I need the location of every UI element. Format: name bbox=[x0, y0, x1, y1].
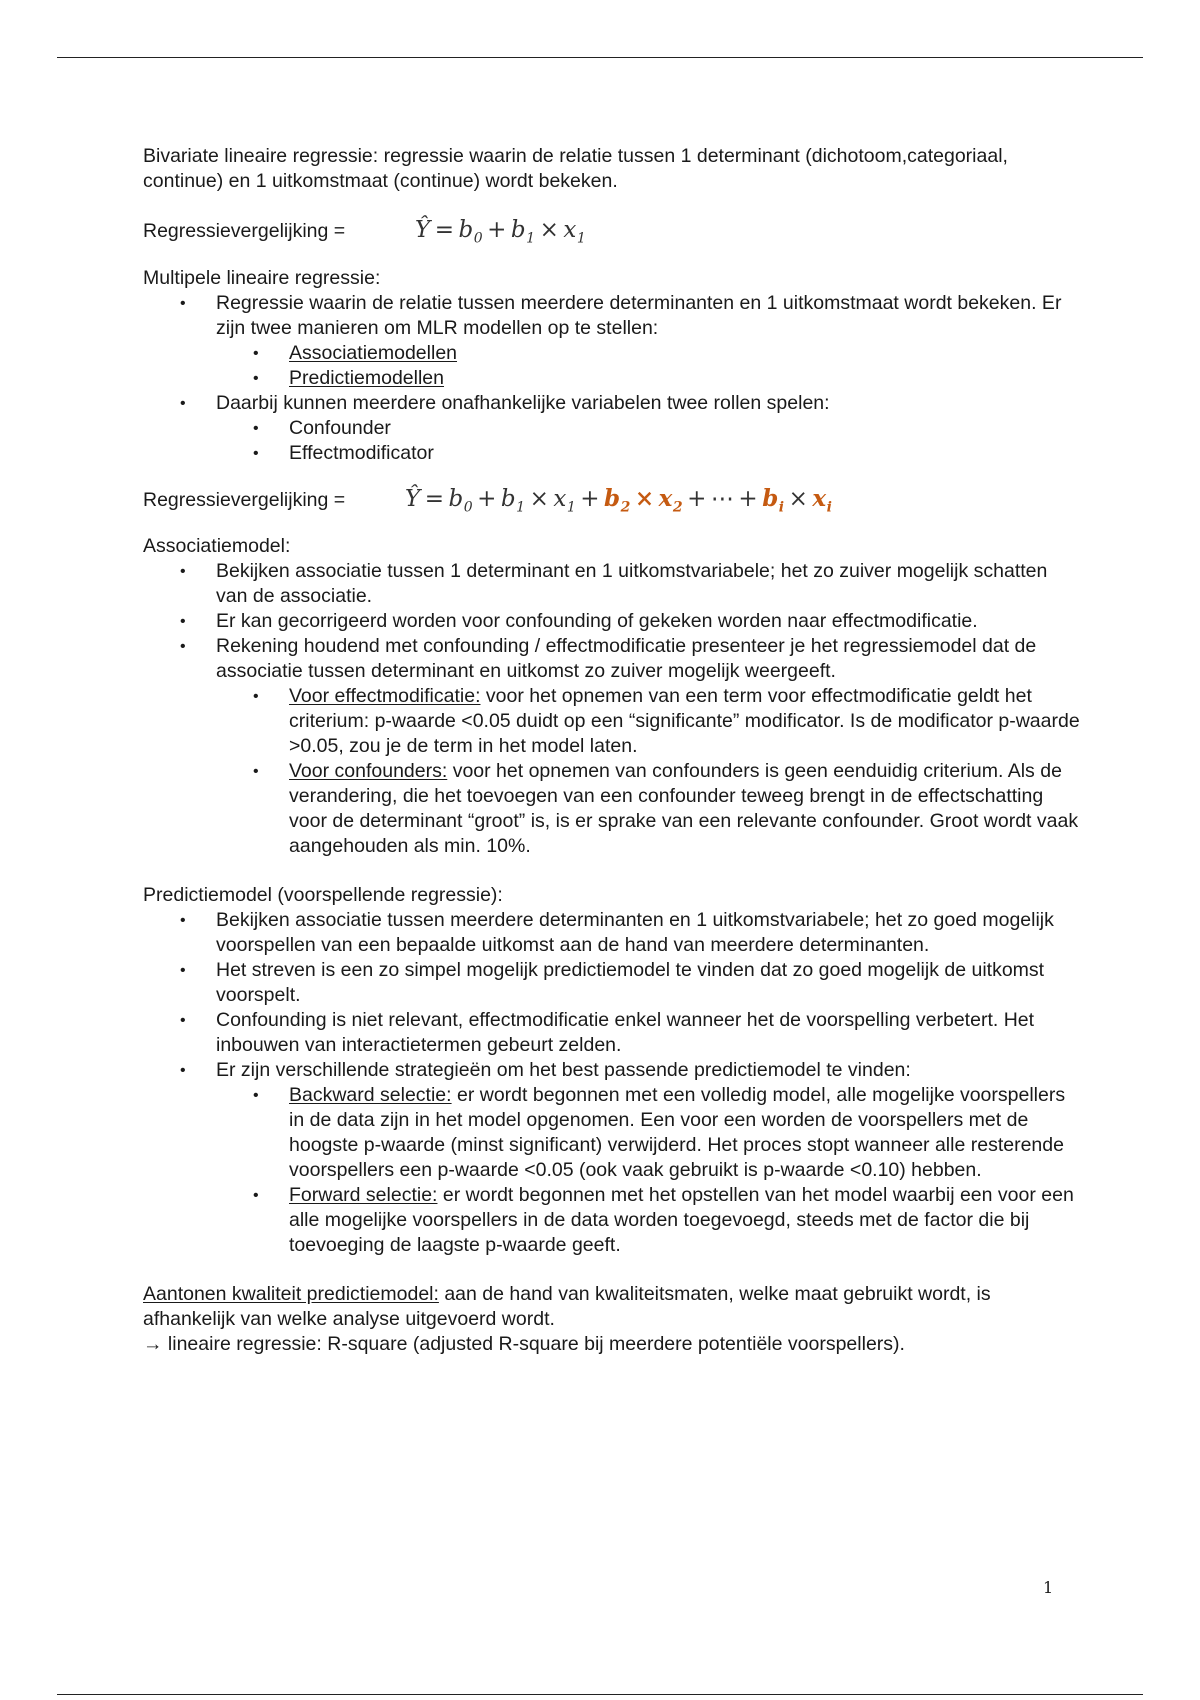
list-item: • Bekijken associatie tussen 1 determinant en 1 uitkomstvariabele; het zo zuiver mogelijk schatten van de associatie. bbox=[143, 559, 1083, 609]
list-item: • Daarbij kunnen meerdere onafhankelijke variabelen twee rollen spelen: • Confounder • Effectmodificator bbox=[143, 391, 1083, 466]
list-item: • Voor effectmodificatie: voor het opnemen van een term voor effectmodificatie geldt het criterium: p-waarde <0.05 duidt op een “significante” modificator. Is de modificator p-waarde >0.05, zou je de term in het model laten. bbox=[216, 684, 1083, 759]
regression-equation-1 bbox=[143, 218, 1083, 252]
list-item: • Predictiemodellen bbox=[216, 366, 1083, 391]
equation-label: Regressievergelijking = bbox=[143, 220, 346, 242]
list-item: • Het streven is een zo simpel mogelijk predictiemodel te vinden dat zo goed mogelijk de uitkomst voorspelt. bbox=[143, 958, 1083, 1008]
prediction-heading: Predictiemodel (voorspellende regressie): bbox=[143, 884, 503, 907]
list-item: • Regressie waarin de relatie tussen meerdere determinanten en 1 uitkomstmaat wordt bekeken. Er zijn twee manieren om MLR modellen op te stellen: • Associatiemodellen • Predictiemodellen bbox=[143, 291, 1083, 391]
bivariate-paragraph: Bivariate lineaire regressie: regressie waarin de relatie tussen 1 determinant (dichotoom,categoriaal, continue) en 1 uitkomstmaat (continue) wordt bekeken. bbox=[143, 145, 1008, 192]
list-item: • Effectmodificator bbox=[216, 441, 1083, 466]
document-body bbox=[143, 144, 1083, 1357]
list-item: • Er kan gecorrigeerd worden voor confounding of gekeken worden naar effectmodificatie. bbox=[143, 609, 1083, 634]
list-item: • Rekening houdend met confounding / effectmodificatie presenteer je het regressiemodel dat de associatie tussen determinant en uitkomst zo zuiver mogelijk weergeeft. • Voor effectmodificatie: voor het opnemen van een term voor effectmodificatie geldt het criterium: p-waarde <0.05 duidt op een “significante” modificator. Is de modificator p-waarde >0.05, zou je de term in het model laten. • Voor confounders: voor het opnemen van confounders is geen eenduidig criterium. Als de verandering, die het toevoegen van een confounder teweeg brengt in de effectschatting voor de determinant “groot” is, is er sprake van een relevante confounder. Groot wordt vaak aangehouden als min. 10%. bbox=[143, 634, 1083, 859]
equation-formula: Ŷ = $b_0 + b_1 \times x_1$ bbox=[415, 217, 587, 247]
mlr-sublist-models bbox=[216, 341, 1083, 391]
regression-equation-2 bbox=[143, 486, 1083, 521]
list-item: • Voor confounders: voor het opnemen van confounders is geen eenduidig criterium. Als de verandering, die het toevoegen van een confounder teweeg brengt in de effectschatting voor de determinant “groot” is, is er sprake van een relevante confounder. Groot wordt vaak aangehouden als min. 10%. bbox=[216, 759, 1083, 859]
footer-rule bbox=[57, 1694, 1143, 1695]
association-list bbox=[143, 559, 1083, 859]
prediction-sublist bbox=[216, 1083, 1083, 1258]
quality-arrow-line: → lineaire regressie: R-square (adjusted R-square bij meerdere potentiële voorspellers). bbox=[143, 1333, 905, 1356]
page-number: 1 bbox=[1043, 1578, 1054, 1597]
mlr-list bbox=[143, 291, 1083, 466]
equation-formula: Ŷ = $b_0 + b_1 \times x_1 + b_2 \times x_2$ + ⋯ + $b_i \times x_i$ bbox=[405, 484, 833, 516]
list-item: • Er zijn verschillende strategieën om het best passende predictiemodel te vinden: • Backward selectie: er wordt begonnen met een volledig model, alle mogelijke voorspellers in de data zijn in het model opgenomen. Een voor een worden de voorspellers met de hoogste p-waarde (minst significant) verwijderd. Het proces stopt wanneer alle resterende voorspellers een p-waarde <0.05 (ook vaak gebruikt is p-waarde <0.10) hebben. • Forward selectie: er wordt begonnen met het opstellen van het model waarbij een voor een alle mogelijke voorspellers in de data worden toegevoegd, steeds met de factor die bij toevoeging de laagste p-waarde geeft. bbox=[143, 1058, 1083, 1258]
quality-paragraph: Aantonen kwaliteit predictiemodel: aan de hand van kwaliteitsmaten, welke maat gebruikt wordt, is afhankelijk van welke analyse uitgevoerd wordt. bbox=[143, 1283, 991, 1331]
header-rule bbox=[57, 57, 1143, 58]
list-item: • Associatiemodellen bbox=[216, 341, 1083, 366]
mlr-heading: Multipele lineaire regressie: bbox=[143, 266, 381, 289]
equation-label: Regressievergelijking = bbox=[143, 488, 346, 511]
list-item: • Forward selectie: er wordt begonnen met het opstellen van het model waarbij een voor een alle mogelijke voorspellers in de data worden toegevoegd, steeds met de factor die bij toevoeging de laagste p-waarde geeft. bbox=[216, 1183, 1083, 1258]
association-heading: Associatiemodel: bbox=[143, 535, 291, 558]
list-item: • Bekijken associatie tussen meerdere determinanten en 1 uitkomstvariabele; het zo goed mogelijk voorspellen van een bepaalde uitkomst aan de hand van meerdere determinanten. bbox=[143, 908, 1083, 958]
list-item: • Confounding is niet relevant, effectmodificatie enkel wanneer het de voorspelling verbetert. Het inbouwen van interactietermen gebeurt zelden. bbox=[143, 1008, 1083, 1058]
prediction-list bbox=[143, 908, 1083, 1258]
mlr-sublist-roles bbox=[216, 416, 1083, 466]
list-item: • Backward selectie: er wordt begonnen met een volledig model, alle mogelijke voorspellers in de data zijn in het model opgenomen. Een voor een worden de voorspellers met de hoogste p-waarde (minst significant) verwijderd. Het proces stopt wanneer alle resterende voorspellers een p-waarde <0.05 (ook vaak gebruikt is p-waarde <0.10) hebben. bbox=[216, 1083, 1083, 1183]
list-item: • Confounder bbox=[216, 416, 1083, 441]
association-sublist bbox=[216, 684, 1083, 859]
